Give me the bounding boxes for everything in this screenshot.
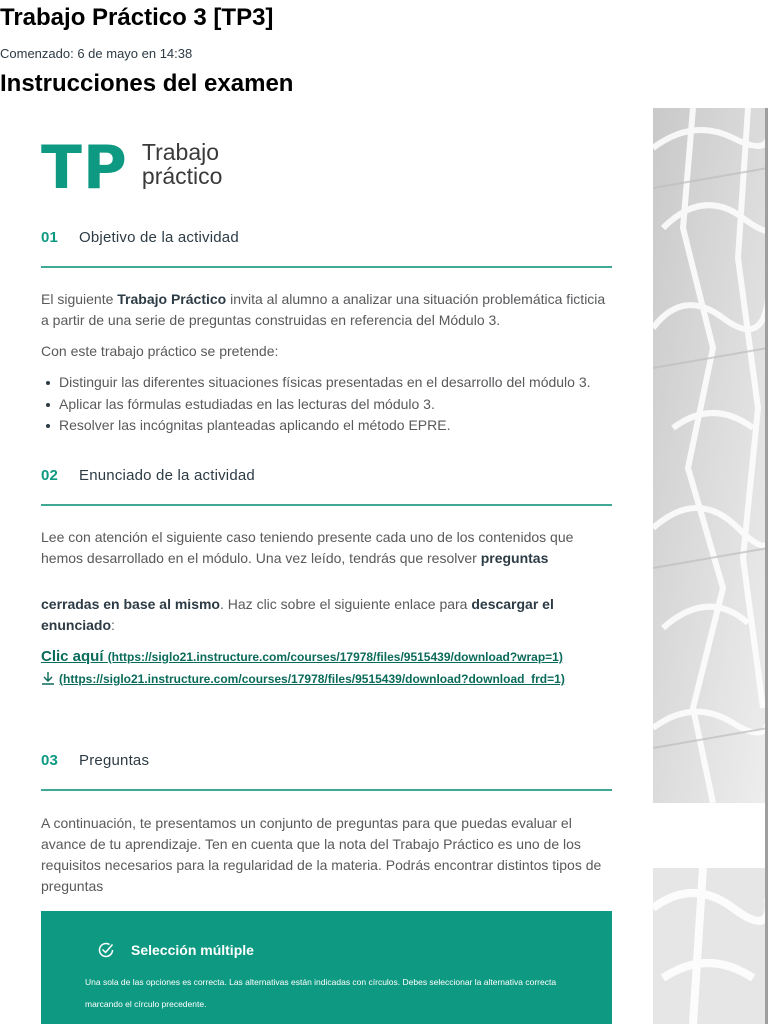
section-03-divider [41,789,612,791]
s1-p1-bold: Trabajo Práctico [117,291,227,307]
section-01-divider [41,266,612,268]
list-item: Distinguir las diferentes situaciones físicas presentadas en el desarrollo del módulo 3. [41,372,621,394]
page-title: Trabajo Práctico 3 [TP3] [0,4,274,31]
multiple-choice-description: Una sola de las opciones es correcta. Las alternativas están indicadas con círculos. Debes seleccionar la alternativa correcta marcando el círculo precedente. [85,977,557,1009]
s2-p2-mid: . Haz clic sobre el siguiente enlace para [220,596,472,612]
section-02-title: Enunciado de la actividad [79,467,255,484]
tp-logo-letters: TP [41,133,128,203]
tp-logo [41,133,223,203]
s2-p2-bold1: cerradas en base al mismo [41,596,220,612]
section-02-number: 02 [41,467,59,484]
multiple-choice-label: Selección múltiple [131,942,254,958]
instructions-heading: Instrucciones del examen [0,70,294,97]
section-03-title: Preguntas [79,752,150,769]
section-01-title: Objetivo de la actividad [79,229,239,246]
download-icon [41,671,55,685]
s2-p1-pre: Lee con atención el siguiente caso teniendo presente cada uno de los contenidos que hemos desarrollado en el módulo. Una vez leído, tendrás que resolver [41,529,574,566]
section-02-heading [41,467,612,484]
s2-p1-bold: preguntas [480,550,549,566]
section-01-paragraph [41,289,613,331]
clic-aqui-link[interactable] [41,650,563,664]
section-03-heading [41,752,612,769]
section-01-heading [41,229,612,246]
decorative-image [653,108,768,1024]
section-02-paragraph [41,527,613,569]
section-01-intro: Con este trabajo práctico se pretende: [41,343,279,359]
multiple-choice-info-box [41,911,612,1024]
architecture-pattern-icon [653,108,768,1024]
multiple-choice-title [97,941,254,959]
section-03-paragraph: A continuación, te presentamos un conjunto de preguntas para que puedas evaluar el avance de tu aprendizaje. Ten en cuenta que la nota del Trabajo Práctico es uno de los requisitos necesarios para la regularidad de la materia. Podrás encontrar distintos tipos de preguntas [41,815,602,894]
s1-p1-post: invita al alumno a analizar una situación problemática ficticia a partir de una serie de preguntas construidas en referencia del Módulo 3. [41,291,606,328]
download-links [41,646,621,690]
section-01-number: 01 [41,229,59,246]
clic-aqui-text: Clic aquí [41,648,108,665]
clic-aqui-url: (https://siglo21.instructure.com/courses/17978/files/9515439/download?wrap=1) [107,650,563,664]
list-item: Resolver las incógnitas planteadas aplicando el método EPRE. [41,415,621,437]
section-02-divider [41,504,612,506]
section-03-number: 03 [41,752,59,769]
started-timestamp: Comenzado: 6 de mayo en 14:38 [0,46,193,61]
tp-logo-word-2: práctico [141,163,223,189]
list-item: Aplicar las fórmulas estudiadas en las lecturas del módulo 3. [41,394,621,416]
s2-p2-end: : [111,617,115,633]
s1-p1-pre: El siguiente [41,291,118,307]
check-circle-icon [97,941,115,959]
tp-logo-word-1: Trabajo [141,139,220,165]
s2-p2-bold2: descargar el enunciado [41,596,554,633]
download-link[interactable] [41,672,565,686]
section-02-download-text [41,594,613,636]
download-url: (https://siglo21.instructure.com/courses/17978/files/9515439/download?download_frd=1) [59,672,565,686]
objectives-list [41,372,621,437]
tp-logo-words [142,140,223,188]
